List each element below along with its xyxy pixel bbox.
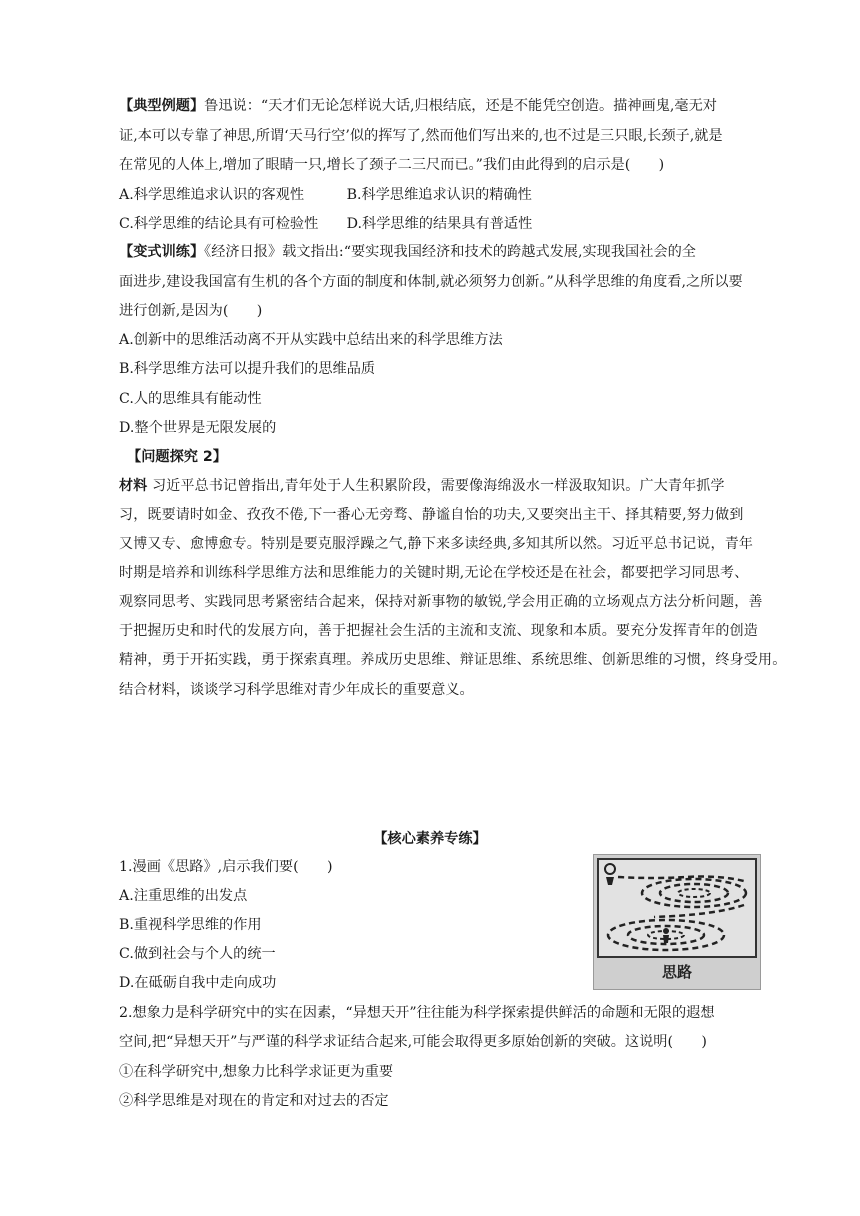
- thinking-path-cartoon: [593, 854, 761, 990]
- material-label: 材料: [119, 478, 148, 494]
- q2-stem-line-1: 2.想象力是科学研究中的实在因素，“异想天开”往往能为科学探索提供鲜活的命题和无限的遐想: [119, 1005, 715, 1021]
- inquiry-question: 结合材料，谈谈学习科学思维对青少年成长的重要意义。: [119, 682, 474, 698]
- example-stem-text-1: 鲁迅说：“天才们无论怎样说大话,归根结底，还是不能凭空创造。描神画鬼,毫无对: [204, 98, 717, 114]
- inquiry-material-line-3: 又博又专、愈博愈专。特别是要克服浮躁之气,静下来多读经典,多知其所以然。习近平总书记说，青年: [119, 536, 754, 552]
- q1-option-a: A.注重思维的出发点: [119, 888, 248, 904]
- q2-statement-1: ①在科学研究中,想象力比科学求证更为重要: [119, 1064, 394, 1080]
- q2-stem-line-2: 空间,把“异想天开”与严谨的科学求证结合起来,可能会取得更多原始创新的突破。这说明( ): [119, 1034, 707, 1050]
- example-options-ab: A.科学思维追求认识的客观性 B.科学思维追求认识的精确性: [119, 187, 532, 203]
- inquiry-material-line-7: 精神，勇于开拓实践，勇于探索真理。养成历史思维、辩证思维、系统思维、创新思维的习惯，终身受用。: [119, 652, 787, 668]
- q1-stem: 1.漫画《思路》,启示我们要( ): [119, 859, 333, 875]
- material-text-1: 习近平总书记曾指出,青年处于人生积累阶段，需要像海绵汲水一样汲取知识。广大青年抓学: [152, 478, 725, 494]
- variant-stem-line-3: 进行创新,是因为( ): [119, 303, 263, 319]
- example-stem-line-3: 在常见的人体上,增加了眼睛一只,增长了颈子二三尺而已。”我们由此得到的启示是( ): [119, 157, 665, 173]
- example-label: 【典型例题】: [119, 98, 205, 114]
- variant-stem-text-1: 《经济日报》载文指出:“要实现我国经济和技术的跨越式发展,实现我国社会的全: [204, 244, 696, 260]
- example-stem-line-1: [119, 96, 717, 116]
- q1-option-d: D.在砥砺自我中走向成功: [119, 975, 277, 991]
- variant-option-c: C.人的思维具有能动性: [119, 391, 262, 407]
- variant-stem-line-1: [119, 242, 696, 262]
- variant-option-d: D.整个世界是无限发展的: [119, 420, 277, 436]
- q1-option-c: C.做到社会与个人的统一: [119, 946, 276, 962]
- variant-label: 【变式训练】: [119, 244, 205, 260]
- variant-option-a: A.创新中的思维活动离不开从实践中总结出来的科学思维方法: [119, 332, 503, 348]
- q2-statement-2: ②科学思维是对现在的肯定和对过去的否定: [119, 1093, 389, 1109]
- inquiry-label: 【问题探究 2】: [127, 449, 227, 465]
- inquiry-material-line-1: [119, 476, 725, 496]
- inquiry-material-line-5: 观察同思考、实践同思考紧密结合起来，保持对新事物的敏锐,学会用正确的立场观点方法分析问题，善: [119, 594, 763, 610]
- variant-option-b: B.科学思维方法可以提升我们的思维品质: [119, 361, 376, 377]
- inquiry-material-line-2: 习，既要请时如金、孜孜不倦,下一番心无旁骛、静谧自怡的功夫,又要突出主干、择其精要,努力做到: [119, 507, 744, 523]
- example-stem-line-2: 证,本可以专靠了神思,所谓‘天马行空’似的挥写了,然而他们写出来的,也不过是三只眼,长颈子,就是: [119, 128, 723, 144]
- q1-option-b: B.重视科学思维的作用: [119, 917, 262, 933]
- inquiry-material-line-4: 时期是培养和训练科学思维方法和思维能力的关键时期,无论在学校还是在社会，都要把学习同思考、: [119, 565, 749, 581]
- variant-stem-line-2: 面进步,建设我国富有生机的各个方面的制度和体制,就必须努力创新。”从科学思维的角度看,之所以要: [119, 274, 743, 290]
- inquiry-material-line-6: 于把握历史和时代的发展方向，善于把握社会生活的主流和支流、现象和本质。要充分发挥青年的创造: [119, 623, 758, 639]
- example-options-cd: C.科学思维的结论具有可检验性 D.科学思维的结果具有普适性: [119, 216, 533, 232]
- cartoon-caption: 思路: [661, 963, 692, 981]
- core-section-title: 【核心素养专练】: [373, 831, 487, 847]
